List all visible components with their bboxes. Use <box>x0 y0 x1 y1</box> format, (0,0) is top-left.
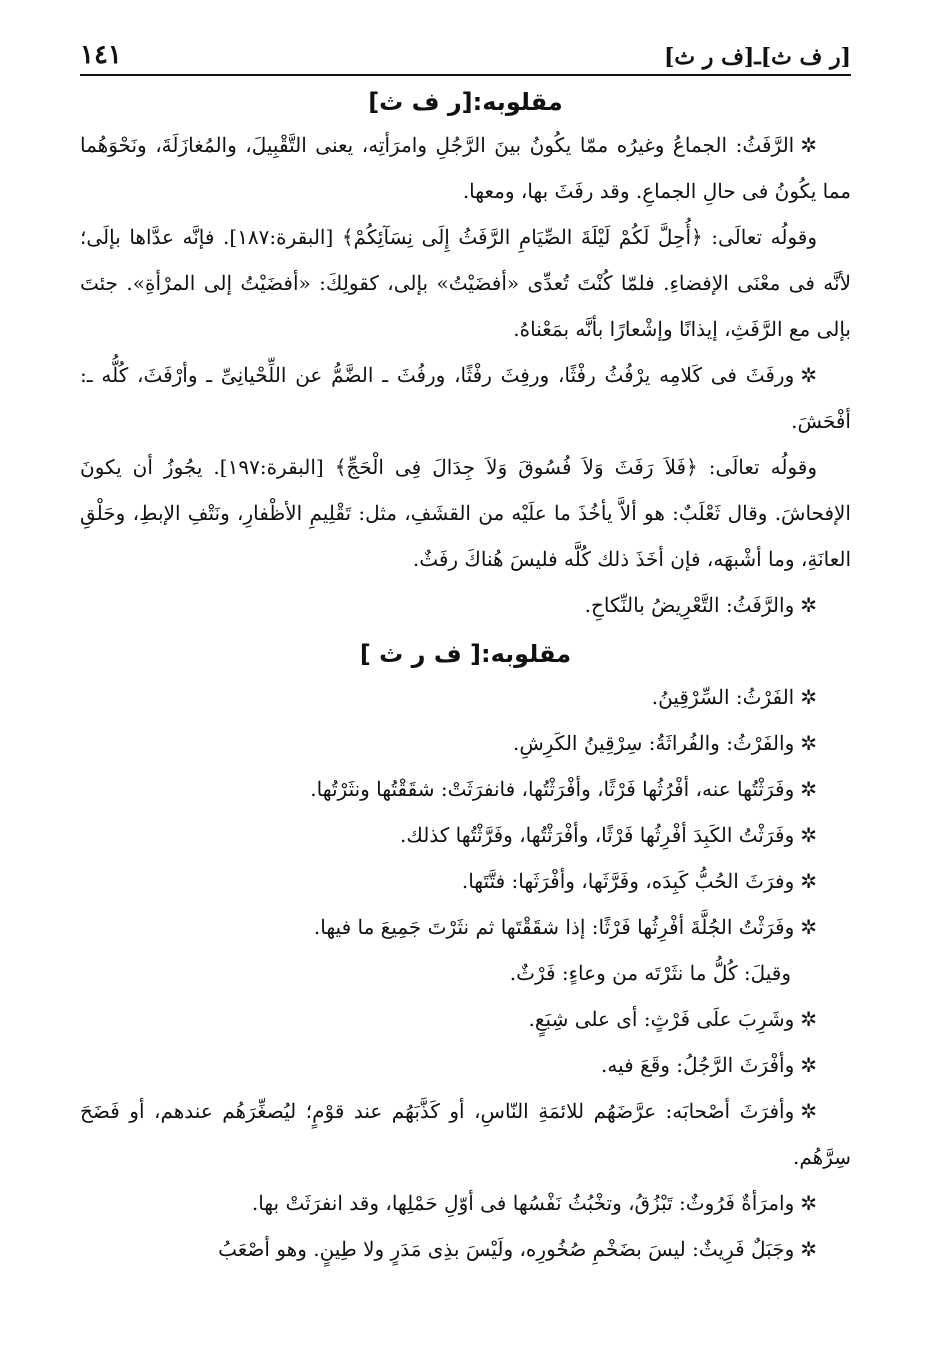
entry <box>80 674 851 720</box>
paragraph <box>80 1226 851 1272</box>
entry <box>80 1042 851 1088</box>
entry-text: وفَرَثْتُها عنه، أفْرُثُها فَرْثًا، وأفْرَثْتُها، فانفرَثَتْ: شقَقْتُها ونثَرْتُها. <box>310 777 795 801</box>
paragraph-text: ورفَثَ فى كَلامِه يرْفُثُ رفْثًا، ورفِثَ رفْثًا، ورفُثَ ـ الضَّمُّ عن اللِّحْيانِىِّ ـ وأرْفَثَ، كُلُّه ـ: أفْحَشَ. <box>80 363 851 433</box>
entry <box>80 858 851 904</box>
asterism-icon: ✲ <box>800 685 817 709</box>
paragraph-text: وقولُه تعالَى: ﴿أُحِلَّ لَكُمْ لَيْلَةَ الصِّيَامِ الرَّفَثُ إِلَى نِسَآئِكُمْ﴾ [البقرة:١٨٧]. فإنَّه عدَّاها بإلَى؛ لأنَّه فى معْنَى الإفضاءِ. فلمّا كُنْتَ تُعدِّى «أفضَيْتُ» بإلى، كقولِكَ: «أفضَيْتُ إلى المرْأةِ». جئتَ بإلى مع الرَّفَثِ، إيذانًا وإشْعارًا بأنَّه بمَعْناهُ. <box>80 225 851 341</box>
entry-text: وقيلَ: كُلُّ ما نثَرْتَه من وعاءٍ: فَرْثٌ. <box>509 961 791 985</box>
paragraph <box>80 1088 851 1180</box>
asterism-icon: ✲ <box>800 1007 817 1031</box>
asterism-icon: ✲ <box>800 731 817 755</box>
paragraph <box>80 352 851 444</box>
paragraph <box>80 122 851 214</box>
asterism-icon: ✲ <box>800 1053 817 1077</box>
paragraph <box>80 214 851 352</box>
paragraph-text: وامرَأةٌ فَرُوثٌ: تَبْزُقُ، وتخْبُثُ نَفْسُها فى أوّلِ حَمْلِها، وقد انفرَثَتْ بها. <box>251 1191 795 1215</box>
page-number: ١٤١ <box>80 40 122 70</box>
asterism-icon: ✲ <box>800 823 817 847</box>
paragraph-text: وجَبَلٌ فَرِيثٌ: ليسَ بضَخْمِ صُخُورِه، ولَيْسَ بذِى مَدَرٍ ولا طِينٍ. وهو أصْعَبُ <box>218 1237 795 1261</box>
entry <box>80 996 851 1042</box>
paragraph <box>80 444 851 582</box>
entry <box>80 950 851 996</box>
entry <box>80 904 851 950</box>
asterism-icon: ✲ <box>800 1099 817 1123</box>
paragraph <box>80 582 851 628</box>
entry <box>80 812 851 858</box>
header-roots: [ر ف ث]ـ[ف ر ث] <box>664 44 851 70</box>
paragraph-text: وأفرَثَ أصْحابَه: عرَّضَهُم للائمَةِ النّاسِ، أو كَذَّبَهُم عند قوْمٍ؛ ليُصغِّرَهُم عندهم، أو فَضَحَ سِرَّهُم. <box>80 1099 851 1169</box>
paragraph-text: والرَّفَثُ: التَّعْرِيضُ بالنِّكاحِ. <box>584 593 795 617</box>
running-head <box>80 30 851 76</box>
paragraph-text: وقولُه تعالَى: ﴿فَلاَ رَفَثَ وَلاَ فُسُوقَ وَلاَ جِدَالَ فِى الْحَجِّ﴾ [البقرة:١٩٧]. يجُوزُ أن يكونَ الإفحاشَ. وقال ثَعْلَبٌ: هو ألاَّ يأخُذَ ما علَيْه من القشَفِ، مثل: تَقْلِيمِ الأظْفارِ، ونَتْفِ الإبطِ، وحَلْقِ العانَةِ، وما أشْبهَه، فإن أخَذَ ذلك كُلَّه فليسَ هُناكَ رفَثٌ. <box>80 455 851 571</box>
asterism-icon: ✲ <box>800 1191 817 1215</box>
paragraph-text: الرَّفَثُ: الجماعُ وغيرُه ممّا يكُونُ بينَ الرَّجُلِ وامرَأتِه، يعنى التَّقْبِيلَ، والمُغازَلَةَ، ونَحْوَهُما مما يكُونُ فى حالِ الجماعِ. وقد رفَثَ بها، ومعها. <box>80 133 851 203</box>
asterism-icon: ✲ <box>800 593 817 617</box>
section-heading-rfth: مقلوبه:[ر ف ث] <box>368 88 563 116</box>
paragraph <box>80 1180 851 1226</box>
entry-text: وفرَثَ الحُبُّ كَبِدَه، وفَرَّثَها، وأفْرَثَها: فتَّتَها. <box>461 869 795 893</box>
entry-text: وفَرَثْتُ الجُلَّةَ أفْرِثُها فَرْثًا: إذا شقَقْتَها ثم نثَرْتَ جَمِيعَ ما فيها. <box>313 915 795 939</box>
entry-text: وفَرَثْتُ الكَبِدَ أفْرِثُها فَرْثًا، وأفْرَثْتُها، وفَرَّثْتُها كذلك. <box>399 823 795 847</box>
asterism-icon: ✲ <box>800 1237 817 1261</box>
asterism-icon: ✲ <box>800 777 817 801</box>
entry-text: الفَرْثُ: السِّرْقِينُ. <box>651 685 795 709</box>
asterism-icon: ✲ <box>800 915 817 939</box>
asterism-icon: ✲ <box>800 869 817 893</box>
asterism-icon: ✲ <box>800 133 817 157</box>
entry <box>80 766 851 812</box>
entry <box>80 720 851 766</box>
entry-text: وشَرِبَ علَى فَرْثٍ: أى على شِبَعٍ. <box>528 1007 795 1031</box>
section-heading-frth: مقلوبه:[ ف ر ث ] <box>359 640 572 668</box>
entry-text: وأفْرَثَ الرَّجُلُ: وقَعَ فيه. <box>601 1053 795 1077</box>
entry-text: والفَرْثُ: والفُراثَةُ: سِرْقِينُ الكَرِشِ. <box>512 731 795 755</box>
asterism-icon: ✲ <box>800 363 817 387</box>
